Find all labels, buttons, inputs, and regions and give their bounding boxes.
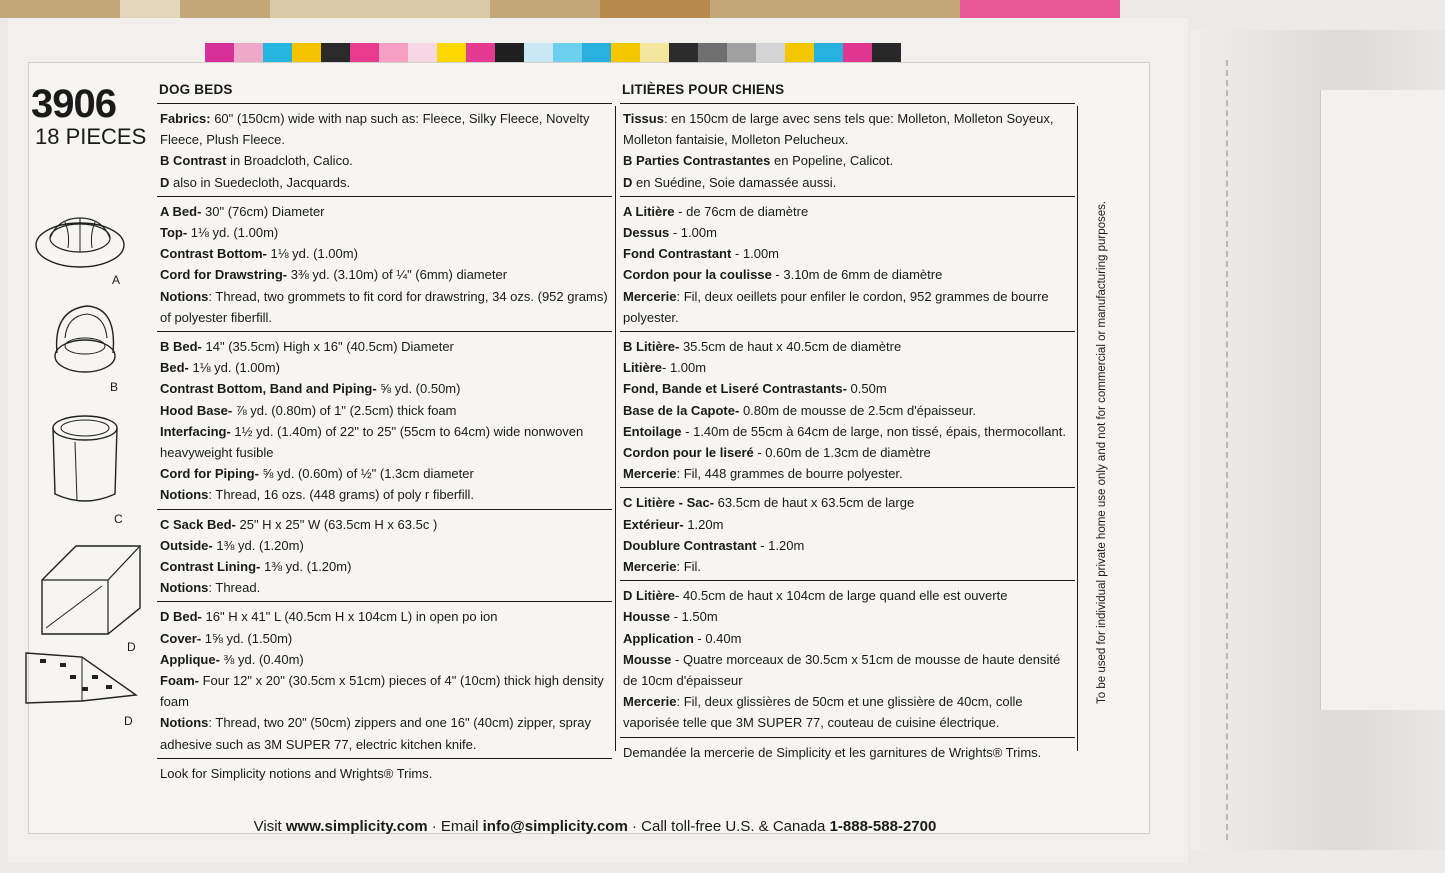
french-line xyxy=(623,585,1073,606)
french-line xyxy=(623,108,1073,150)
french-section xyxy=(620,487,1075,580)
line-text: 30" (76cm) Diameter xyxy=(201,203,325,219)
english-line xyxy=(160,712,610,754)
french-line xyxy=(623,421,1073,442)
french-line xyxy=(623,201,1073,222)
english-section xyxy=(157,331,612,509)
english-line xyxy=(160,108,610,150)
line-text: ⅝ yd. (0.50m) xyxy=(376,381,461,397)
line-text: 25" H x 25" W (63.5cm H x 63.5c ) xyxy=(235,516,438,532)
line-text: 0.50m xyxy=(846,381,887,397)
bed-d-closed-illustration xyxy=(36,540,146,640)
footer-call-label: · Call toll-free U.S. & Canada xyxy=(627,818,830,835)
line-text: 63.5cm de haut x 63.5cm de large xyxy=(714,495,915,511)
line-label: B Bed- xyxy=(160,339,202,355)
line-text: : Thread, two 20" (50cm) zippers and one 16" (40cm) zipper, spray adhesive such as 3M SUPER 77, electric kitchen knife. xyxy=(160,715,591,752)
band-segment xyxy=(960,0,1120,18)
line-text: - 0.40m xyxy=(693,630,742,646)
line-text: 14" (35.5cm) High x 16" (40.5cm) Diameter xyxy=(201,339,454,355)
french-line xyxy=(623,742,1073,763)
line-text: also in Suedecloth, Jacquards. xyxy=(169,174,351,190)
line-text: - 0.60m de 1.3cm de diamètre xyxy=(753,445,931,461)
line-label: Cord for Piping- xyxy=(160,466,259,482)
line-text: Four 12" x 20" (30.5cm x 51cm) pieces of 4" (10cm) thick high density foam xyxy=(160,673,604,710)
line-label: A Litière xyxy=(623,203,675,219)
envelope-flap-tip xyxy=(1320,90,1445,710)
bed-a-illustration xyxy=(30,200,130,280)
english-section xyxy=(157,509,612,602)
line-label: Dessus xyxy=(623,225,670,241)
perforation-line xyxy=(1226,60,1228,840)
line-label: B Litière- xyxy=(623,339,680,355)
line-text: Look for Simplicity notions and Wrights® Trims. xyxy=(160,765,433,781)
french-section xyxy=(620,580,1075,736)
english-section xyxy=(157,601,612,757)
english-line xyxy=(160,222,610,243)
french-line xyxy=(623,378,1073,399)
line-text: en Suédine, Soie damassée aussi. xyxy=(632,174,837,190)
line-text: - 1.20m xyxy=(756,537,805,553)
line-label: Extérieur- xyxy=(623,516,684,532)
line-text: - 1.50m xyxy=(669,609,718,625)
line-label: Entoilage xyxy=(623,423,682,439)
line-text: : Thread. xyxy=(208,580,261,596)
english-line xyxy=(160,763,610,784)
french-heading: LITIÈRES POUR CHIENS xyxy=(622,82,785,97)
english-section xyxy=(157,196,612,331)
line-text: : Fil, 448 grammes de bourre polyester. xyxy=(676,466,903,482)
line-text: : en 150cm de large avec sens tels que: Molleton, Molleton Soyeux, Molleton fantaisie, Molleton Pelucheux. xyxy=(623,111,1054,148)
line-text: 0.80m de mousse de 2.5cm d'épaisseur. xyxy=(739,402,976,418)
line-label: Contrast Bottom- xyxy=(160,246,267,262)
french-line xyxy=(623,628,1073,649)
english-line xyxy=(160,556,610,577)
french-line xyxy=(623,691,1073,733)
line-label: A Bed- xyxy=(160,203,202,219)
line-label: Cover- xyxy=(160,630,202,646)
line-text: : Thread, 16 ozs. (448 grams) of poly r fiberfill. xyxy=(208,487,475,503)
french-line xyxy=(623,606,1073,627)
line-text: - 3.10m de 6mm de diamètre xyxy=(771,267,943,283)
footer-phone: 1-888-588-2700 xyxy=(829,818,937,835)
line-label: C Sack Bed- xyxy=(160,516,236,532)
french-line xyxy=(623,514,1073,535)
french-line xyxy=(623,357,1073,378)
french-line xyxy=(623,336,1073,357)
line-label: Doublure Contrastant xyxy=(623,537,757,553)
french-line xyxy=(623,492,1073,513)
line-label: Fabrics: xyxy=(160,111,211,126)
line-text: 1⅜ yd. (1.20m) xyxy=(260,559,352,575)
line-text: 1½ yd. (1.40m) of 22" to 25" (55cm to 64cm) wide nonwoven heavyweight fusible xyxy=(160,423,584,461)
line-label: Mercerie xyxy=(623,694,677,710)
english-heading: DOG BEDS xyxy=(159,82,233,97)
line-label: Applique- xyxy=(160,651,220,667)
line-label: Mercerie xyxy=(623,288,677,304)
line-label: Fond Contrastant xyxy=(623,246,732,262)
figure-label-d: D xyxy=(127,640,136,654)
band-segment xyxy=(600,0,710,18)
line-label: Bed- xyxy=(160,360,189,376)
english-line xyxy=(160,577,610,598)
line-text: 60" (150cm) wide with nap such as: Fleece, Silky Fleece, Novelty Fleece, Plush Fleece. xyxy=(160,111,590,148)
line-label: Mercerie xyxy=(623,466,677,482)
line-label: Base de la Capote- xyxy=(623,402,740,418)
english-line xyxy=(160,670,610,712)
english-line xyxy=(160,201,610,222)
english-line xyxy=(160,484,610,505)
line-label: Cordon pour la coulisse xyxy=(623,267,772,283)
line-text: - 1.40m de 55cm à 64cm de large, non tissé, épais, thermocollant. xyxy=(681,423,1066,439)
french-line xyxy=(623,172,1073,193)
line-label: Fond, Bande et Liseré Contrastants- xyxy=(623,381,847,397)
english-line xyxy=(160,286,610,328)
line-label: Notions xyxy=(160,487,209,503)
english-line xyxy=(160,264,610,285)
english-line xyxy=(160,378,610,399)
line-label: Foam- xyxy=(160,673,199,689)
footer-email-label: · Email xyxy=(427,818,483,835)
english-line xyxy=(160,514,610,535)
line-text: - 1.00m xyxy=(662,360,707,376)
line-label: Notions xyxy=(160,715,209,731)
line-label: Contrast Bottom, Band and Piping- xyxy=(160,381,377,397)
pattern-number: 3906 xyxy=(31,82,116,126)
footer-visit: Visit xyxy=(253,818,286,835)
line-text: 1⅛ yd. (1.00m) xyxy=(187,225,279,241)
line-label: D xyxy=(623,174,633,190)
english-line xyxy=(160,172,610,193)
english-section xyxy=(157,758,612,787)
line-label: Cordon pour le liseré xyxy=(623,445,754,461)
band-segment xyxy=(270,0,490,18)
pieces-count: 18 PIECES xyxy=(35,124,147,149)
line-text: - Quatre morceaux de 30.5cm x 51cm de mousse de haute densité de 10cm d'épaisseur xyxy=(623,651,1061,689)
figure-label-a: A xyxy=(112,273,121,287)
english-line xyxy=(160,606,610,627)
line-label: Mousse xyxy=(623,651,672,667)
line-text: in Broadcloth, Calico. xyxy=(226,153,353,169)
bed-d-open-illustration xyxy=(22,645,140,715)
english-section xyxy=(157,103,612,196)
bed-c-illustration xyxy=(45,412,125,512)
line-text: : Fil. xyxy=(676,559,702,575)
line-text: : Fil, deux oeillets pour enfiler le cordon, 952 grammes de bourre polyester. xyxy=(623,288,1049,325)
line-text: ⅞ yd. (0.80m) of 1" (2.5cm) thick foam xyxy=(232,402,457,418)
french-line xyxy=(623,463,1073,484)
line-label: Hood Base- xyxy=(160,402,233,418)
line-label: Tissus xyxy=(623,111,664,126)
french-line xyxy=(623,535,1073,556)
line-label: Mercerie xyxy=(623,559,677,575)
line-text: 1.20m xyxy=(683,516,724,532)
line-label: Litière xyxy=(623,360,663,376)
line-text: - 40.5cm de haut x 104cm de large quand elle est ouverte xyxy=(675,588,1008,604)
line-label: D xyxy=(160,174,170,190)
line-label: D Litière xyxy=(623,588,676,604)
line-label: Interfacing- xyxy=(160,423,231,439)
usage-notice xyxy=(1080,142,1108,704)
english-line xyxy=(160,628,610,649)
french-line xyxy=(623,286,1073,328)
line-text: : Thread, two grommets to fit cord for drawstring, 34 ozs. (952 grams) of polyester fiberfill. xyxy=(160,288,608,325)
french-section xyxy=(620,103,1075,196)
line-text: - 1.00m xyxy=(731,246,780,262)
line-label: Contrast Lining- xyxy=(160,559,261,575)
line-text: 1⅛ yd. (1.00m) xyxy=(266,246,358,262)
english-line xyxy=(160,421,610,463)
line-text: 16" H x 41" L (40.5cm H x 104cm L) in open po ion xyxy=(201,609,498,625)
line-label: Housse xyxy=(623,609,670,625)
band-segment xyxy=(120,0,180,18)
english-line xyxy=(160,649,610,670)
line-label: Application xyxy=(623,630,694,646)
line-label: Cord for Drawstring- xyxy=(160,267,288,283)
bed-b-illustration xyxy=(45,298,125,378)
usage-notice-text: To be used for individual private home use only and not for commercial or manufacturing purposes. xyxy=(1096,200,1108,704)
line-label: D Bed- xyxy=(160,609,202,625)
top-color-band xyxy=(0,0,1120,18)
french-section xyxy=(620,737,1075,766)
column-divider xyxy=(615,106,616,751)
footer-website-link[interactable]: www.simplicity.com xyxy=(285,818,428,835)
french-section xyxy=(620,331,1075,487)
line-text: en Popeline, Calicot. xyxy=(770,153,894,169)
english-line xyxy=(160,150,610,171)
line-text: 1⅜ yd. (1.20m) xyxy=(212,537,304,553)
line-label: B Parties Contrastantes xyxy=(623,153,771,169)
line-label: Notions xyxy=(160,288,209,304)
line-text: ⅝ yd. (0.60m) of ½" (1.3cm diameter xyxy=(258,466,474,482)
english-line xyxy=(160,463,610,484)
line-text: 1⅛ yd. (1.00m) xyxy=(188,360,280,376)
figure-label-d-open: D xyxy=(124,714,133,728)
line-text: 1⅝ yd. (1.50m) xyxy=(201,630,293,646)
french-line xyxy=(623,264,1073,285)
line-text: - 1.00m xyxy=(669,225,717,241)
line-label: Notions xyxy=(160,580,209,596)
french-line xyxy=(623,649,1073,691)
english-column xyxy=(157,82,612,787)
line-text: 3⅜ yd. (3.10m) of ¼" (6mm) diameter xyxy=(287,267,508,283)
right-rule xyxy=(1077,106,1078,751)
line-text: 35.5cm de haut x 40.5cm de diamètre xyxy=(679,339,902,355)
french-line xyxy=(623,556,1073,577)
line-label: B Contrast xyxy=(160,153,227,169)
line-label: Top- xyxy=(160,225,188,241)
english-line xyxy=(160,357,610,378)
english-line xyxy=(160,535,610,556)
french-line xyxy=(623,150,1073,171)
footer-email-link[interactable]: info@simplicity.com xyxy=(482,818,628,835)
french-line xyxy=(623,243,1073,264)
line-label: Outside- xyxy=(160,537,213,553)
figure-label-c: C xyxy=(114,512,123,526)
french-line xyxy=(623,400,1073,421)
line-text: : Fil, deux glissières de 50cm et une glissière de 40cm, colle vaporisée telle que 3M SUPER 77, couteau de cuisine électrique. xyxy=(623,694,1023,731)
figure-label-b: B xyxy=(110,380,119,394)
french-column xyxy=(620,82,1075,766)
line-text: Demandée la mercerie de Simplicity et les garnitures de Wrights® Trims. xyxy=(623,744,1042,760)
french-line xyxy=(623,222,1073,243)
line-text: ⅜ yd. (0.40m) xyxy=(219,651,304,667)
english-line xyxy=(160,336,610,357)
french-line xyxy=(623,442,1073,463)
contact-footer xyxy=(0,818,1190,835)
line-text: - de 76cm de diamètre xyxy=(674,203,809,219)
english-line xyxy=(160,243,610,264)
english-line xyxy=(160,400,610,421)
french-section xyxy=(620,196,1075,331)
line-label: C Litière - Sac- xyxy=(623,495,715,511)
